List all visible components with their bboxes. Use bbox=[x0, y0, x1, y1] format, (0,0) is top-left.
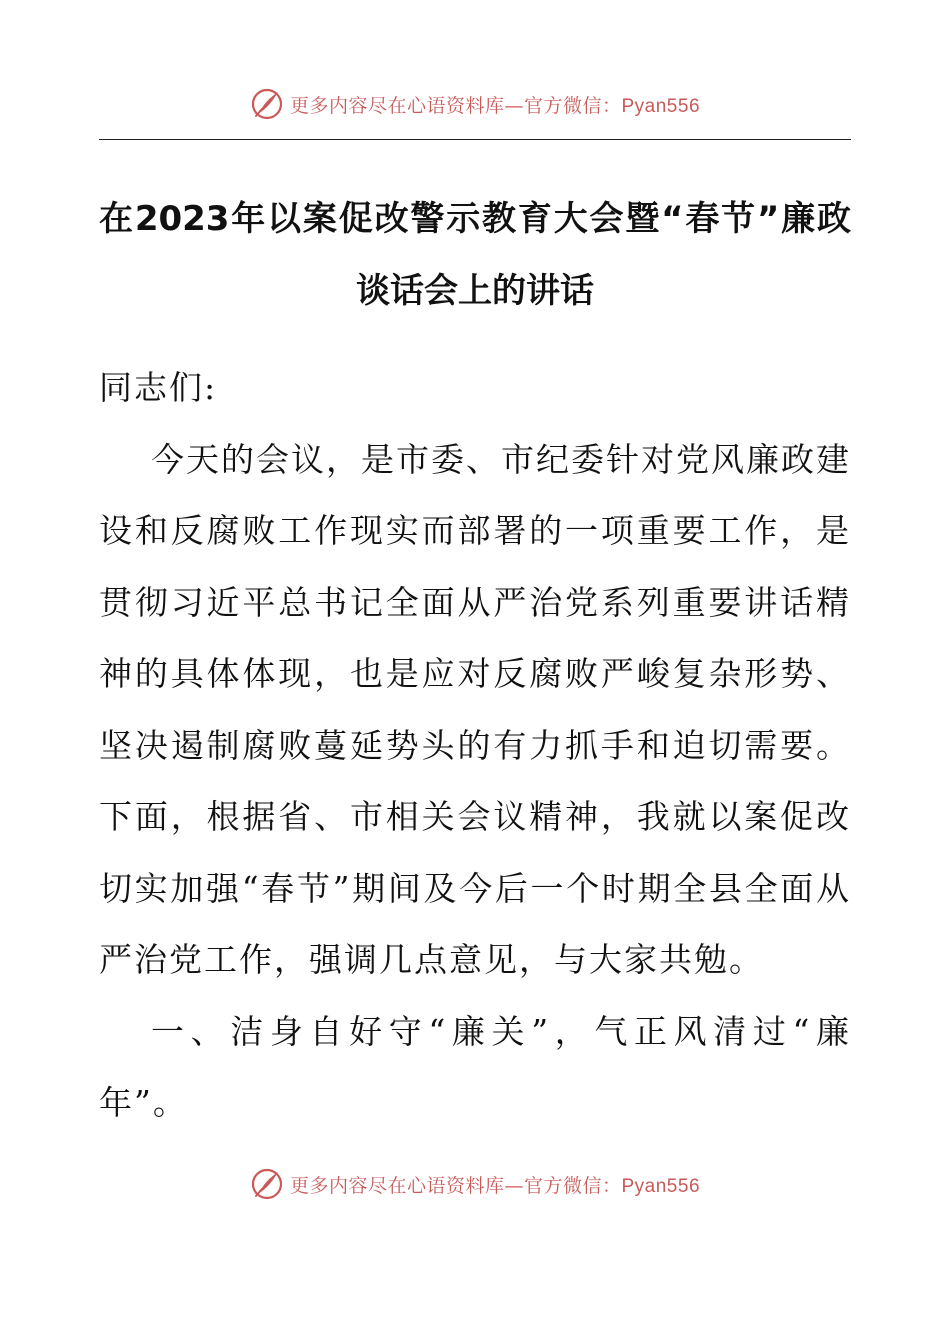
wechat-id: Pyan556 bbox=[621, 95, 701, 117]
document-title bbox=[99, 183, 851, 327]
wechat-id: Pyan556 bbox=[621, 1175, 701, 1197]
paragraph-intro: 今天的会议，是市委、市纪委针对党风廉政建设和反腐败工作现实而部署的一项重要工作，是贯彻习近平总书记全面从严治党系列重要讲话精神的具体体现，也是应对反腐败严峻复杂形势、坚决遏制腐败蔓延势头的有力抓手和迫切需要。下面，根据省、市相关会议精神，我就以案促改切实加强“春节”期间及今后一个时期全县全面从严治党工作，强调几点意见，与大家共勉。 bbox=[99, 439, 851, 979]
header-divider bbox=[99, 139, 851, 140]
quill-logo-icon bbox=[250, 1167, 284, 1201]
header-banner bbox=[0, 84, 950, 124]
salutation: 同志们: bbox=[99, 368, 218, 407]
banner-text bbox=[290, 91, 700, 118]
quill-logo-icon bbox=[250, 87, 284, 121]
banner-label: 更多内容尽在心语资料库—官方微信： bbox=[289, 94, 622, 117]
title-line-1: 在2023年以案促改警示教育大会暨“春节”廉政 bbox=[99, 199, 851, 239]
footer-banner bbox=[0, 1164, 950, 1204]
banner-label: 更多内容尽在心语资料库—官方微信： bbox=[289, 1174, 622, 1197]
banner-text bbox=[290, 1171, 700, 1198]
title-line-2: 谈话会上的讲话 bbox=[356, 271, 594, 311]
document-body bbox=[99, 352, 851, 1139]
section-heading-1: 一、洁身自好守“廉关”，气正风清过“廉年”。 bbox=[99, 1011, 851, 1122]
